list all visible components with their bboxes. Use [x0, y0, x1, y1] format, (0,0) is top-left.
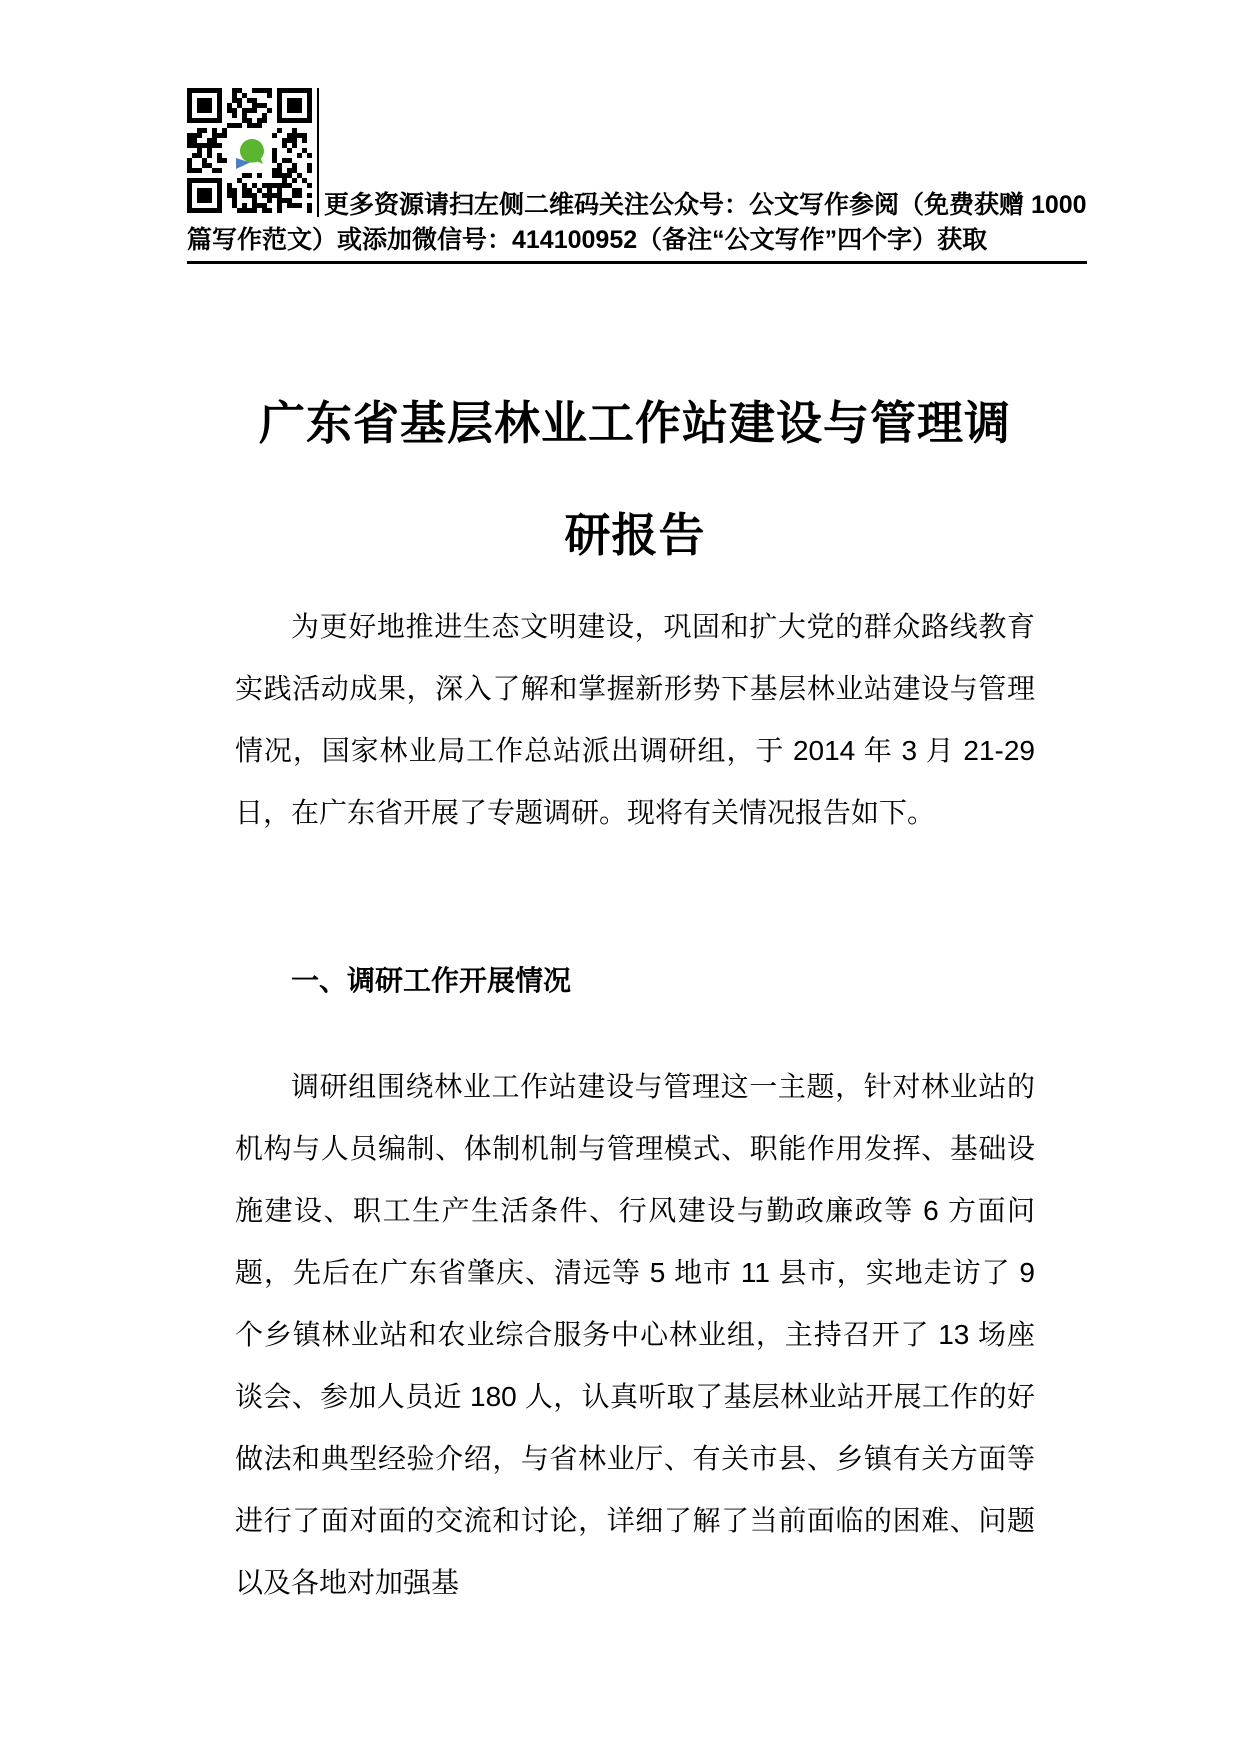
document-content	[235, 367, 1035, 1614]
document-title: 广东省基层林业工作站建设与管理调研报告	[259, 397, 1011, 561]
header-note	[187, 88, 1087, 264]
intro-paragraph: 为更好地推进生态文明建设，巩固和扩大党的群众路线教育实践活动成果，深入了解和掌握新形势下基层林业站建设与管理情况，国家林业局工作总站派出调研组，于 2014 年 3 月 21-29 日，在广东省开展了专题调研。现将有关情况报告如下。	[235, 611, 1035, 828]
section-heading-1: 一、调研工作开展情况	[291, 965, 572, 996]
header-note-text: 更多资源请扫左侧二维码关注公众号：公文写作参阅（免费获赠 1000 篇写作范文）或添加微信号：414100952（备注“公文写作”四个字）获取	[187, 191, 1087, 254]
section1-paragraph: 调研组围绕林业工作站建设与管理这一主题，针对林业站的机构与人员编制、体制机制与管理模式、职能作用发挥、基础设施建设、职工生产生活条件、行风建设与勤政廉政等 6 方面问题，先后在广东省肇庆、清远等 5 地市 11 县市，实地走访了 9 个乡镇林业站和农业综合服务中心林业组，主持召开了 13 场座谈会、参加人员近 180 人，认真听取了基层林业站开展工作的好做法和典型经验介绍，与省林业厅、有关市县、乡镇有关方面等进行了面对面的交流和讨论，详细了解了当前面临的困难、问题以及各地对加强基	[235, 1071, 1035, 1598]
wechat-qr-icon	[187, 88, 319, 217]
